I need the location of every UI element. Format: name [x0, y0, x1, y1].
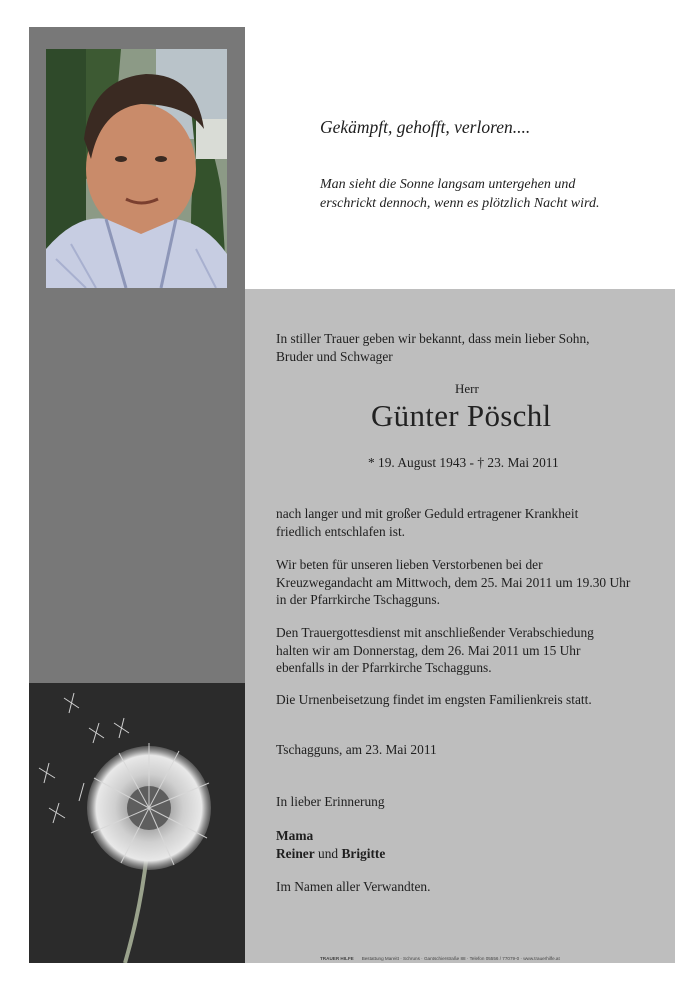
paragraph-prayer — [276, 556, 630, 609]
paragraph-line: halten wir am Donnerstag, dem 26. Mai 2011 um 15 Uhr — [276, 642, 581, 658]
footer-details: Bestattung Mareitt · Schruns · Gantschierstraße 88 · Telefon 05556 / 77079-0 · www.trauerhilfe.at — [361, 956, 560, 961]
place-and-date: Tschagguns, am 23. Mai 2011 — [276, 742, 437, 757]
portrait-image — [46, 49, 227, 288]
mourners — [276, 827, 385, 862]
salutation: Herr — [455, 381, 479, 396]
paragraph-line: Wir beten für unseren lieben Verstorbenen bei der — [276, 557, 543, 572]
paragraph-funeral-service — [276, 624, 594, 677]
paragraph-line: Kreuzwegandacht am Mittwoch, dem 25. Mai 2011 um 19.30 Uhr — [276, 574, 631, 590]
quote-line: erschrickt dennoch, wenn es plötzlich Nacht wird. — [320, 196, 600, 211]
dandelion-image — [29, 683, 245, 963]
quote-line: Man sieht die Sonne langsam untergehen und — [320, 177, 576, 192]
mourner-siblings — [276, 845, 385, 863]
life-dates: * 19. August 1943 - † 23. Mai 2011 — [368, 455, 559, 470]
announcement-intro — [276, 330, 590, 365]
paragraph-line: ebenfalls in der Pfarrkirche Tschagguns. — [276, 660, 492, 675]
paragraph-passing — [276, 505, 578, 540]
paragraph-urn-burial: Die Urnenbeisetzung findet im engsten Familienkreis statt. — [276, 692, 592, 707]
mourner-mother: Mama — [276, 828, 314, 843]
paragraph-line: friedlich entschlafen ist. — [276, 523, 406, 539]
mourner-name: Reiner — [276, 845, 315, 861]
quote-text — [320, 175, 599, 213]
intro-line: Bruder und Schwager — [276, 348, 393, 364]
footer-brand: TRAUER HILFE — [320, 956, 354, 961]
deceased-name: Günter Pöschl — [371, 398, 552, 433]
paragraph-line: nach langer und mit großer Geduld ertragener Krankheit — [276, 506, 579, 521]
mourner-conjunction: und — [314, 845, 342, 861]
footer — [320, 956, 560, 961]
quote-title: Gekämpft, gehofft, verloren.... — [320, 117, 531, 137]
paragraph-line: in der Pfarrkirche Tschagguns. — [276, 592, 440, 607]
remembrance-line: In lieber Erinnerung — [276, 794, 385, 809]
paragraph-line: Den Trauergottesdienst mit anschließender Verabschiedung — [276, 625, 594, 640]
portrait-photo — [46, 49, 227, 288]
dandelion-panel — [29, 683, 245, 963]
intro-line: In stiller Trauer geben wir bekannt, dass mein lieber Sohn, — [276, 331, 590, 346]
mourner-name: Brigitte — [341, 845, 386, 861]
closing-line: Im Namen aller Verwandten. — [276, 879, 431, 894]
